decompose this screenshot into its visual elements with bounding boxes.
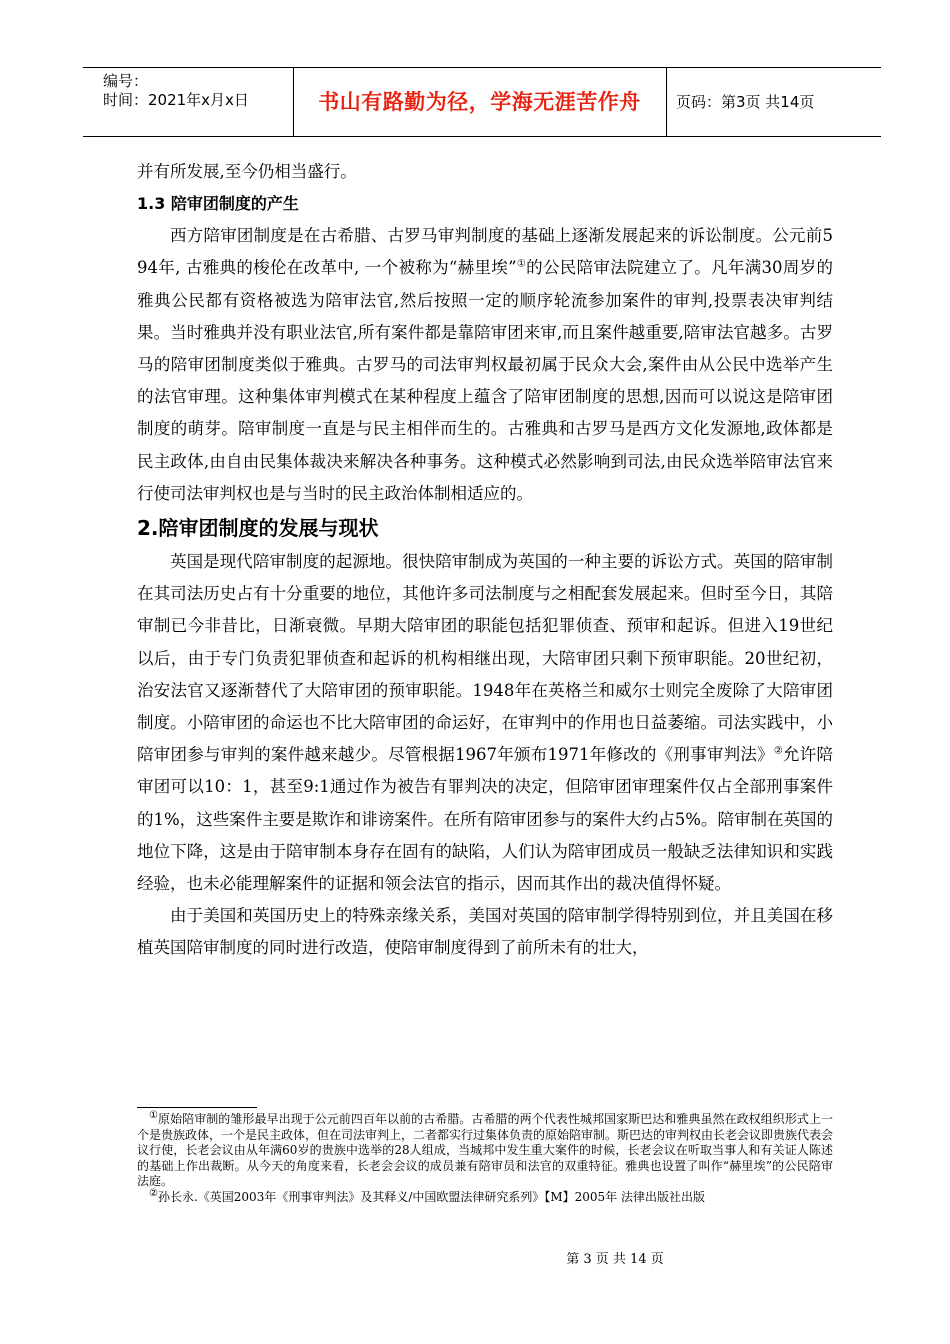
paragraph-us-jury: 由于美国和英国历史上的特殊亲缘关系，美国对英国的陪审制学得特别到位，并且美国在移植英国陪审制度的同时进行改造，使陪审制度得到了前所未有的壮大， — [137, 906, 833, 958]
footnote-mark-2: ② — [149, 1187, 158, 1199]
page-header — [83, 67, 881, 137]
document-body — [137, 156, 833, 965]
paragraph-text: 英国是现代陪审制度的起源地。很快陪审制成为英国的一种主要的诉讼方式。英国的陪审制在其司法历史占有十分重要的地位，其他许多司法制度与之相配套发展起来。但时至今日，其陪审制已今非昔比，日渐衰微。早期大陪审团的职能包括犯罪侦查、预审和起诉。但进入19世纪以后，由于专门负责犯罪侦查和起诉的机构相继出现，大陪审团只剩下预审职能。20世纪初，治安法官又逐渐替代了大陪审团的预审职能。1948年在英格兰和威尔士则完全废除了大陪审团制度。小陪审团的命运也不比大陪审团的命运好，在审判中的作用也日益萎缩。司法实践中，小陪审团参与审判的案件越来越少。尽管根据1967年颁布1971年修改的《刑事审判法》 — [137, 552, 833, 765]
footnote-text: 孙长永.《英国2003年《刑事审判法》及其释义/中国欧盟法律研究系列》【M】2005年 法律出版社出版 — [157, 1189, 706, 1204]
footnote-divider — [137, 1107, 257, 1108]
footnote-mark-1: ① — [149, 1110, 159, 1121]
footnote-1 — [137, 1112, 833, 1190]
header-motto: 书山有路勤为径，学海无涯苦作舟 — [293, 68, 667, 136]
header-page-label: 页码：第3页 共14页 — [676, 93, 815, 111]
document-time-label: 时间：2021年x月x日 — [103, 91, 249, 109]
footnotes — [137, 1112, 833, 1206]
paragraph-jury-origin — [137, 220, 833, 510]
section-heading-2: 2.陪审团制度的发展与现状 — [137, 516, 379, 541]
footnote-ref-1[interactable]: ① — [516, 258, 527, 270]
paragraph-text: 的公民陪审法院建立了。凡年满30周岁的雅典公民都有资格被选为陪审法官,然后按照一定的顺序轮流参加案件的审判,投票表决审判结果。当时雅典并没有职业法官,所有案件都是靠陪审团来审,而且案件越重要,陪审法官越多。古罗马的陪审团制度类似于雅典。古罗马的司法审判权最初属于民众大会,案件由从公民中选举产生的法官审理。这种集体审判模式在某种程度上蕴含了陪审团制度的思想,因而可以说这是陪审团制度的萌芽。陪审制度一直是与民主相伴而生的。古雅典和古罗马是西方文化发源地,政体都是民主政体,由自由民集体裁决来解决各种事务。这种模式必然影响到司法,由民众选举陪审法官来行使司法审判权也是与当时的民主政治体制相适应的。 — [137, 258, 833, 503]
section-heading-1-3: 1.3 陪审团制度的产生 — [137, 194, 299, 214]
header-meta-cell — [83, 68, 294, 136]
paragraph-england-jury — [137, 546, 833, 900]
paragraph-text: 允许陪审团可以10：1，甚至9:1通过作为被告有罪判决的决定，但陪审团审理案件仅占全部刑事案件的1%，这些案件主要是欺诈和诽谤案件。在所有陪审团参与的案件大约占5%。陪审制在英国的地位下降，这是由于陪审制本身存在固有的缺陷，人们认为陪审团成员一般缺乏法律知识和实践经验，也未必能理解案件的证据和领会法官的指示，因而其作出的裁决值得怀疑。 — [137, 745, 834, 894]
paragraph-continued: 并有所发展,至今仍相当盛行。 — [137, 162, 357, 181]
footnote-text: 原始陪审制的雏形最早出现于公元前四百年以前的古希腊。古希腊的两个代表性城邦国家斯巴达和雅典虽然在政权组织形式上一个是贵族政体，一个是民主政体，但在司法审判上，二者都实行过集体负责的原始陪审制。斯巴达的审判权由长老会议即贵族代表会议行使，长老会议由从年满60岁的贵族中选举的28人组成，当城邦中发生重大案件的时候，长老会议在听取当事人和有关证人陈述的基础上作出裁断。从今天的角度来看，长老会会议的成员兼有陪审员和法官的双重特征。雅典也设置了叫作“赫里埃”的公民陪审法庭。 — [137, 1112, 834, 1189]
page-number: 第 3 页 共 14 页 — [566, 1252, 664, 1267]
document-number-label: 编号： — [103, 72, 149, 90]
footnote-ref-2[interactable]: ② — [773, 745, 784, 757]
paragraph-text: 西方陪审团制度是在古希腊、古罗马审判制度的基础上逐渐发展起来的诉讼制度。公元前594年, 古雅典的梭伦在改革中, 一个被称为“赫里埃” — [137, 226, 833, 278]
footnote-2 — [137, 1187, 833, 1206]
